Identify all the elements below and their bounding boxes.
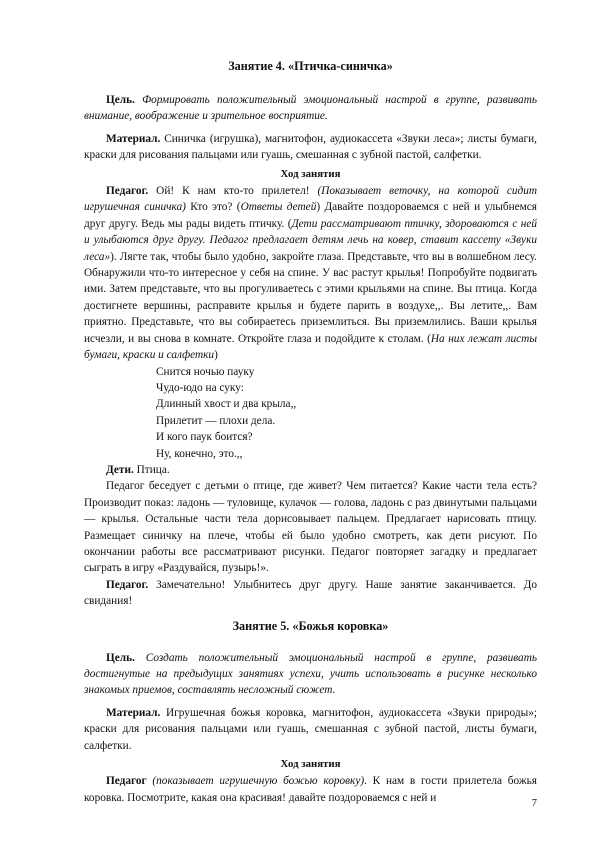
riddle-poem	[156, 364, 537, 462]
stage-direction: На них лежат листы бумаги, краски и салфетки	[84, 332, 537, 362]
lesson5-course-heading: Ход занятия	[280, 758, 341, 771]
lesson4-closing	[84, 577, 537, 610]
teacher-label: Педагог.	[106, 578, 149, 591]
goal-label: Цель.	[106, 651, 135, 664]
poem-line: Чудо-юдо на суку:	[156, 381, 244, 394]
material-text: Синичка (игрушка), магнитофон, аудиокассета «Звуки леса»; листы бумаги, краски для рисования пальцами или гуашь, смешанная с зубной пастой, салфетки.	[84, 132, 537, 162]
lesson4-course-heading: Ход занятия	[280, 167, 341, 180]
stage-direction: (Показывает веточку, на которой сидит игрушечная синичка)	[84, 185, 538, 214]
lesson4-activity-paragraph: Педагог беседует с детьми о птице, где живет? Чем питается? Какие части тела есть? Производит показ: ладонь — туловище, кулачок — голова, ладонь с раз двинутыми пальцами — крылья. Остальные части тела дорисовывает пальцем. Предлагает нарисовать птицу. Размещает синичку на плече, чтобы ей было удобно смотреть, как дети рисуют. По окончании работы все рассматривают рисунки. Педагог повторяет загадку и предлагает сыграть в игру «Раздувайся, пузырь!».	[84, 480, 537, 575]
children-answer	[84, 462, 537, 478]
teacher-label: Педагог.	[106, 185, 149, 198]
lesson5-title: Занятие 5. «Божья коровка»	[232, 618, 389, 633]
text-run: ) Давайте поздороваемся с ней и улыбнемся друг другу. Ведь мы рады видеть птичку. (	[84, 201, 537, 230]
material-label: Материал.	[106, 132, 161, 145]
material-label: Материал.	[106, 706, 161, 719]
poem-line: И кого паук боится?	[156, 431, 253, 444]
goal-text: Создать положительный эмоциональный настрой в группе, развивать достигнутые на предыдущих занятиях успехи, учить использовать в рисунке несколько знакомых приемов, составлять несложный сюжет.	[84, 651, 537, 697]
goal-label: Цель.	[106, 94, 135, 106]
poem-line: Длинный хвост и два крыла,,	[156, 398, 297, 411]
lesson4-goal	[84, 92, 537, 125]
text-run: Кто это? (	[185, 201, 241, 214]
lesson5-teacher-paragraph	[84, 773, 537, 806]
closing-text: Замечательно! Улыбнитесь друг другу. Наше занятие заканчивается. До свидания!	[84, 578, 537, 608]
lesson4-material	[84, 131, 537, 164]
lesson5-material	[84, 705, 537, 754]
goal-text: Формировать положительный эмоциональный настрой в группе, развивать внимание, воображение и зрительное восприятие.	[84, 94, 537, 123]
text-run: Ой! К нам кто-то прилетел!	[156, 185, 318, 198]
poem-line: Ну, конечно, это.,,	[156, 447, 243, 460]
children-label: Дети.	[106, 463, 134, 476]
material-text: Игрушечная божья коровка, магнитофон, аудиокассета «Звуки природы»; краски для рисования пальцами или гуашь, смешанная с зубной пастой, листы бумаги, салфетки.	[84, 706, 537, 752]
poem-line: Снится ночью пауку	[156, 365, 255, 378]
page-number: 7	[531, 797, 537, 809]
stage-direction: Ответы детей	[240, 201, 317, 214]
poem-line: Прилетит — плохи дела.	[156, 414, 276, 427]
teacher-label: Педагог	[106, 775, 147, 788]
children-text: Птица.	[133, 463, 170, 476]
lesson4-title: Занятие 4. «Птичка-синичка»	[228, 59, 393, 73]
text-run: . К нам в гости прилетела божья коровка. Посмотрите, какая она красивая! давайте поздороваемся с ней и	[84, 775, 537, 804]
text-run: )	[214, 349, 218, 362]
lesson5-goal	[84, 650, 537, 699]
text-run: ). Лягте так, чтобы было удобно, закройте глаза. Представьте, что вы в волшебном лесу. Обнаружили что-то интересное у себя на спине. У вас растут крылья! Попробуйте подвигать ими. Затем представьте, что вы прогуливаетесь с этими крыльями на спине. Вы птица. Когда достигнете вершины, расправите крылья и будете парить в воздухе,,. Вы летите,,. Вам приятно. Представьте, что вы собираетесь приземлиться. Вы приземлились. Ваши крылья исчезли, и вы снова в комнате. Откройте глаза и подойдите к столам. (	[84, 250, 537, 345]
stage-direction: (показывает игрушечную божью коровку)	[146, 775, 365, 788]
lesson4-teacher-paragraph	[84, 183, 537, 363]
stage-direction: Дети рассматривают птичку, здороваются с ней и улыбаются друг другу. Педагог предлагает детям лечь на ковер, ставит кассету «Звуки леса»	[84, 217, 537, 263]
